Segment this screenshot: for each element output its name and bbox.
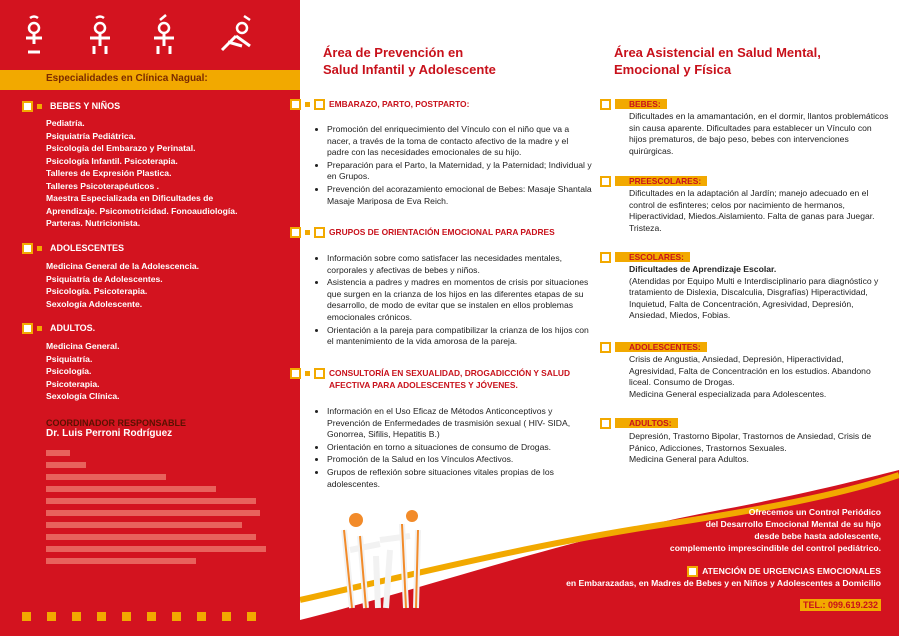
square-bullet-icon (22, 101, 33, 112)
dot-icon (97, 612, 106, 621)
telephone-label: TEL.: 099.619.232 (800, 599, 881, 611)
bottom-dots (22, 608, 272, 626)
bebes-right-text: Dificultades en la amamantación, en el dormir, llantos problemáticos sin causa aparente. Dificultades para establecer un Vínculo con hijos prematuros, de bajo peso, bebes con intervenciones quirúrgicas. (629, 111, 889, 156)
person-icon-2 (86, 14, 126, 58)
person-icon-4 (218, 14, 258, 58)
middle-title: Área de Prevención en Salud Infantil y Adolescente (323, 45, 496, 77)
figures-logo (330, 500, 450, 610)
square-bullet-icon (305, 230, 310, 235)
square-bullet-icon (22, 323, 33, 334)
square-bullet-icon (314, 368, 325, 379)
adultos-list: Medicina General. Psiquiatría. Psicología. Psicoterapia. Sexología Clínica. (46, 341, 120, 401)
dot-icon (147, 612, 156, 621)
adolescentes-heading: ADOLESCENTES (22, 243, 124, 254)
coordinator-bio-blurred (46, 448, 276, 572)
square-bullet-icon (305, 371, 310, 376)
urgencias-text: ATENCIÓN DE URGENCIAS EMOCIONALES en Embarazadas, en Madres de Bebes y en Niños y Adolescentes a Domicilio (566, 566, 881, 589)
square-bullet-icon (37, 246, 42, 251)
square-bullet-icon (600, 342, 611, 353)
square-bullet-icon (600, 176, 611, 187)
square-bullet-icon (600, 418, 611, 429)
adultos-right-heading: ADULTOS: (600, 418, 678, 429)
square-bullet-icon (600, 99, 611, 110)
square-bullet-icon (314, 227, 325, 238)
person-icon-3 (150, 14, 190, 58)
square-bullet-icon (37, 326, 42, 331)
preescolares-heading: PREESCOLARES: (600, 176, 707, 187)
grupos-list: • Información sobre como satisfacer las necesidades mentales, corporales y afectivas de bebes y niños. • Asistencia a padres y madres en momentos de crisis por situaciones que surgen en la crianza de los hijos en las diferentes etapas de su desarrollo, de modo de evitar que se instalen en ellos problemas emocionales crónicos. • Orientación a la pareja para compatibilizar la crianza de los hijos con el mantenimiento de la vida amorosa de la pareja. (313, 253, 592, 349)
bebes-heading: BEBES Y NIÑOS (22, 101, 120, 112)
dot-icon (72, 612, 81, 621)
square-bullet-icon (22, 243, 33, 254)
embarazo-list: • Promoción del enriquecimiento del Vínculo con el niño que va a nacer, a través de la toma de contacto afectivo de la madre y el padre con las necesidades emocionales de su hijo. • Preparación para el Parto, la Maternidad, y la Paternidad; Individual y en Grupos. • Prevención del acorazamiento emocional de Bebes: Masaje Shantala Masaje Mariposa de Eva Reich. (313, 124, 592, 208)
figure-icons-row (22, 14, 282, 60)
bebes-list: Pediatría. Psiquiatría Pediátrica. Psicología del Embarazo y Perinatal. Psicología Infantil. Psicoterapia. Talleres de Expresión Plastica. Talleres Psicoterapéuticos . Maestra Especializada en Dificultades de Aprendizaje. Psicomotricidad. Fonoaudiología. Parteras. Nutricionista. (46, 118, 238, 228)
square-bullet-icon (305, 102, 310, 107)
coordinator-block: COORDINADOR RESPONSABLE Dr. Luis Perroni Rodríguez (46, 418, 187, 439)
square-bullet-icon (290, 368, 301, 379)
square-bullet-icon (687, 566, 698, 577)
dot-icon (222, 612, 231, 621)
consultoria-list: • Información en el Uso Eficaz de Métodos Anticonceptivos y Prevención de Enfermedades de trasmisión sexual ( HIV- SIDA, Gonorrea, Sifilis, Hepatitis B.) • Orientación en torno a situaciones de consumo de Drogas. • Promoción de la Salud en los Vínculos Afectivos. • Grupos de reflexión sobre situaciones vitales propias de los adolescentes. (313, 406, 592, 491)
adolescentes-list: Medicina General de la Adolescencia. Psiquiatría de Adolescentes. Psicología. Psicoterapia. Sexología Adolescente. (46, 261, 199, 309)
adultos-heading: ADULTOS. (22, 323, 95, 334)
adultos-right-text: Depresión, Trastorno Bipolar, Trastornos de Ansiedad, Crisis de Pánico, Adicciones, Trastornos Sexuales. Medicina General para Adultos. (629, 431, 872, 465)
escolares-text-block: Dificultades de Aprendizaje Escolar. (Atendidas por Equipo Multi e Interdisciplinario para diagnóstico y tratamiento de Dislexia, Discalculia, Disgrafías) Hiperactividad, Inquietud, Falta de Concentración, Agresividad, Depresión, Ansiedad, Miedos, Fobias. (629, 264, 879, 321)
specialties-label: Especialidades en Clínica Nagual: (46, 73, 208, 84)
left-panel (0, 0, 300, 636)
dot-icon (122, 612, 131, 621)
square-bullet-icon (314, 99, 325, 110)
dot-icon (22, 612, 31, 621)
preescolares-text: Dificultades en la adaptación al Jardín; manejo adecuado en el control de esfinteres; celos por nacimiento de hermanos, Hiperactividad, Miedos.Aislamiento. Falta de ganas para Juegar. Tristeza. (629, 188, 875, 233)
consultoria-heading: CONSULTORÍA EN SEXUALIDAD, DROGADICCIÓN Y SALUD AFECTIVA PARA ADOLESCENTES Y JÓVENES. (290, 368, 570, 391)
dot-icon (247, 612, 256, 621)
grupos-heading: GRUPOS DE ORIENTACIÓN EMOCIONAL PARA PADRES (290, 227, 555, 238)
dot-icon (47, 612, 56, 621)
blurred-text-graphic (46, 448, 276, 568)
dot-icon (172, 612, 181, 621)
escolares-heading: ESCOLARES: (600, 252, 690, 263)
bebes-right-heading: BEBES: (600, 99, 667, 110)
person-icon-1 (22, 14, 62, 58)
square-bullet-icon (600, 252, 611, 263)
square-bullet-icon (290, 99, 301, 110)
square-bullet-icon (37, 104, 42, 109)
dot-icon (197, 612, 206, 621)
adolescentes-right-text: Crisis de Angustia, Ansiedad, Depresión, Hiperactividad, Agresividad, Falta de Concentración en los estudios. Abandono liceal. Consumo de Drogas. Medicina General especializada para Adolescentes. (629, 354, 871, 399)
control-periodico-text: Ofrecemos un Control Periódico del Desarrollo Emocional Mental de su hijo desde bebe hasta adolescente, complemento imprescindible del control pediátrico. (669, 507, 881, 553)
right-title: Área Asistencial en Salud Mental, Emocional y Física (614, 45, 821, 77)
embarazo-heading: EMBARAZO, PARTO, POSTPARTO: (290, 99, 469, 110)
adolescentes-right-heading: ADOLESCENTES: (600, 342, 707, 353)
square-bullet-icon (290, 227, 301, 238)
